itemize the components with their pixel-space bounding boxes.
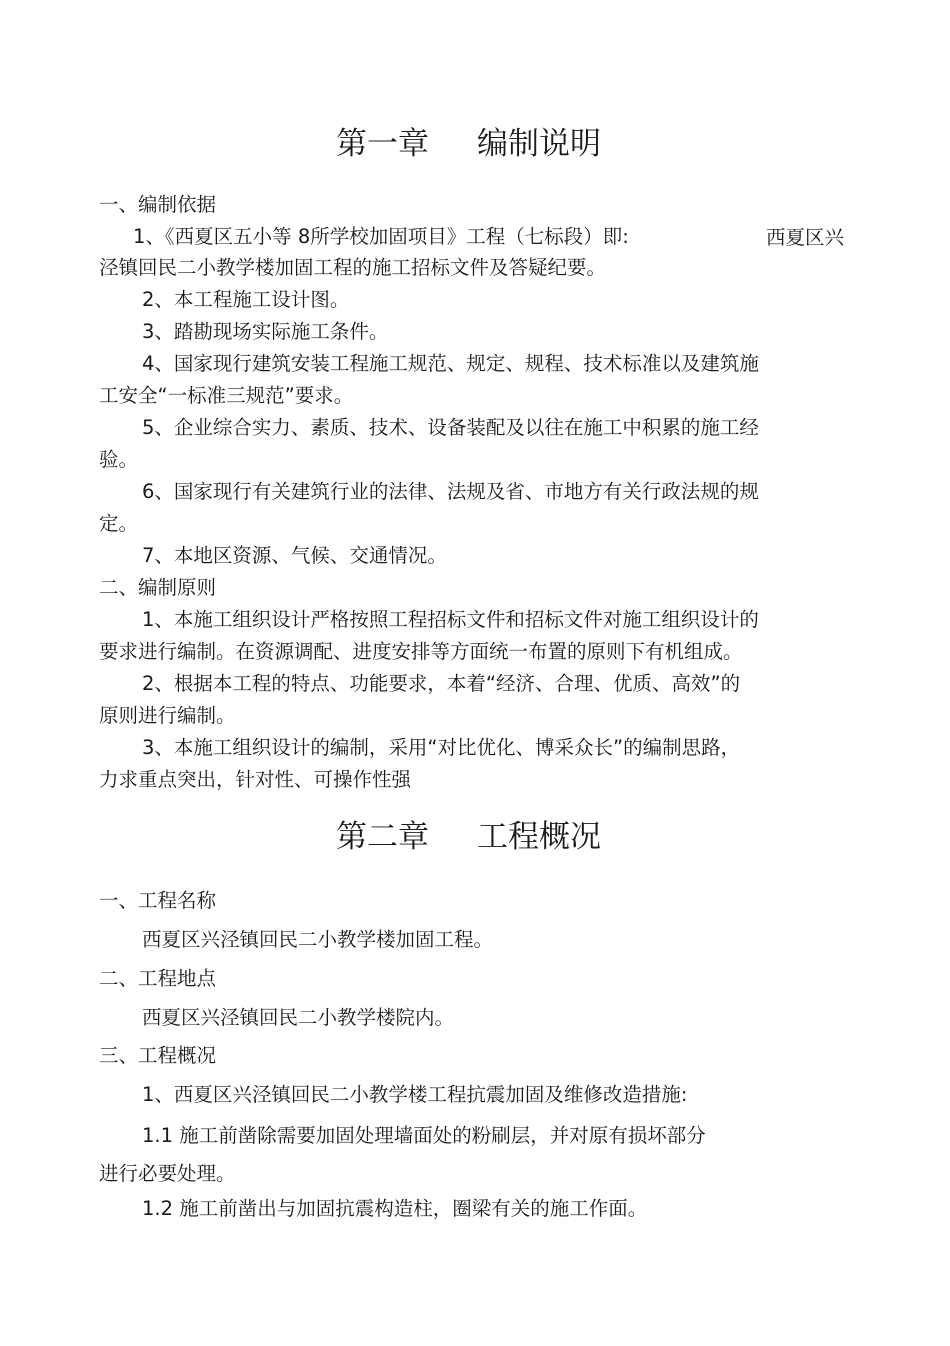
overview-line-1-2: 1.2 施工前凿出与加固抗震构造柱，圈梁有关的施工作面。 bbox=[142, 1197, 648, 1220]
section-heading-project-overview: 三、工程概况 bbox=[99, 1044, 217, 1067]
section-heading-basis: 一、编制依据 bbox=[99, 193, 217, 216]
overview-line-1-1b: 进行必要处理。 bbox=[99, 1162, 236, 1185]
project-name-value: 西夏区兴泾镇回民二小教学楼加固工程。 bbox=[142, 928, 494, 951]
basis-line-6a: 6、国家现行有关建筑行业的法律、法规及省、市地方有关行政法规的规 bbox=[142, 480, 759, 503]
project-location-value: 西夏区兴泾镇回民二小教学楼院内。 bbox=[142, 1006, 455, 1029]
basis-line-1c: 泾镇回民二小教学楼加固工程的施工招标文件及答疑纪要。 bbox=[99, 256, 607, 279]
principle-line-2a: 2、根据本工程的特点、功能要求，本着“经济、合理、优质、高效”的 bbox=[142, 672, 741, 695]
chapter-1-title: 编制说明 bbox=[477, 126, 601, 162]
basis-line-2: 2、本工程施工设计图。 bbox=[142, 288, 350, 311]
basis-line-3: 3、踏勘现场实际施工条件。 bbox=[142, 320, 389, 343]
basis-line-5b: 验。 bbox=[99, 448, 139, 471]
basis-line-6b: 定。 bbox=[99, 512, 139, 535]
basis-line-7: 7、本地区资源、气候、交通情况。 bbox=[142, 544, 447, 567]
overview-line-1-1a: 1.1 施工前凿除需要加固处理墙面处的粉刷层，并对原有损坏部分 bbox=[142, 1124, 706, 1147]
principle-line-3b: 力求重点突出，针对性、可操作性强 bbox=[99, 768, 412, 791]
section-heading-project-location: 二、工程地点 bbox=[99, 967, 217, 990]
section-heading-principles: 二、编制原则 bbox=[99, 576, 217, 599]
principle-line-3a: 3、本施工组织设计的编制，采用“对比优化、博采众长”的编制思路， bbox=[142, 736, 741, 759]
basis-line-1a: 1、《西夏区五小等 8所学校加固项目》工程（七标段）即: bbox=[133, 225, 629, 248]
basis-line-4b: 工安全“一标准三规范”要求。 bbox=[99, 384, 354, 407]
chapter-2-title: 工程概况 bbox=[477, 819, 601, 855]
overview-line-1: 1、西夏区兴泾镇回民二小教学楼工程抗震加固及维修改造措施: bbox=[142, 1083, 688, 1106]
section-heading-project-name: 一、工程名称 bbox=[99, 889, 217, 912]
basis-line-1b: 西夏区兴 bbox=[766, 226, 845, 249]
principle-line-1b: 要求进行编制。在资源调配、进度安排等方面统一布置的原则下有机组成。 bbox=[99, 640, 743, 663]
basis-line-5a: 5、企业综合实力、素质、技术、设备装配及以往在施工中积累的施工经 bbox=[142, 416, 759, 439]
principle-line-1a: 1、本施工组织设计严格按照工程招标文件和招标文件对施工组织设计的 bbox=[142, 608, 759, 631]
basis-line-4a: 4、国家现行建筑安装工程施工规范、规定、规程、技术标准以及建筑施 bbox=[142, 352, 759, 375]
chapter-1-number: 第一章 bbox=[336, 126, 429, 162]
principle-line-2b: 原则进行编制。 bbox=[99, 704, 236, 727]
chapter-2-number: 第二章 bbox=[336, 819, 429, 855]
